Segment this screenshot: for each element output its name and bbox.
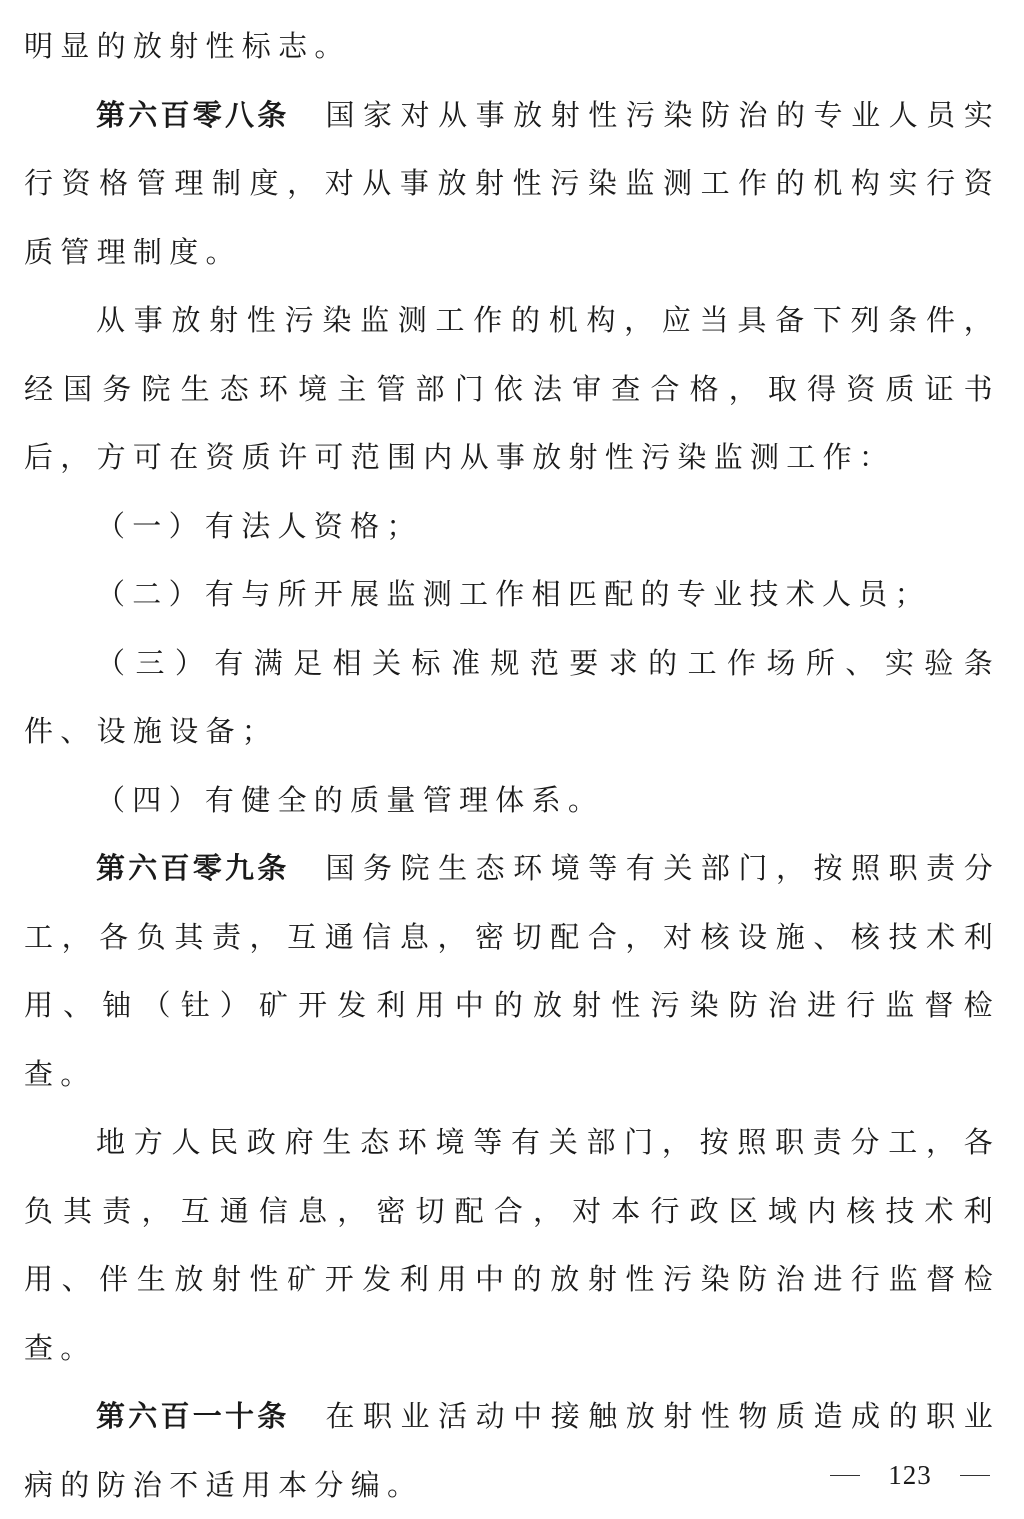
article-609-title: 第六百零九条 [96,851,290,885]
list-item-4: （四）有健全的质量管理体系。 [96,782,605,817]
article-608-title: 第六百零八条 [96,97,290,132]
article-610-text: 在职业活动中接触放射性物质造成的职业病的防治不适用本分编。 [24,1399,1000,1502]
paragraph-monitoring-conditions: 从事放射性污染监测工作的机构，应当具备下列条件，经国务院生态环境主管部门依法审查合格，取得资质证书后，方可在资质许可范围内从事放射性污染监测工作： [24,303,1000,474]
page-footer [830,1455,990,1495]
footer-right-dash [960,1475,990,1476]
paragraph-local-government: 地方人民政府生态环境等有关部门，按照职责分工，各负其责，互通信息，密切配合，对本行政区域内核技术利用、伴生放射性矿开发利用中的放射性污染防治进行监督检查。 [24,1125,1000,1365]
list-item-3: （三）有满足相关标准规范要求的工作场所、实验条件、设施设备； [24,645,1000,748]
article-609 [24,834,1000,1108]
footer-left-dash [830,1475,860,1476]
page-number: 123 [888,1459,932,1490]
article-608-text: 国家对从事放射性污染防治的专业人员实行资格管理制度，对从事放射性污染监测工作的机构实行资质管理制度。 [24,97,1000,269]
article-610-title: 第六百一十条 [96,1399,290,1433]
article-608 [24,81,1000,287]
document-page [24,12,1000,1519]
article-610 [24,1382,1000,1519]
list-item-1: （一）有法人资格； [96,508,423,543]
list-item-2: （二）有与所开展监测工作相匹配的专业技术人员； [96,577,931,611]
paragraph-continuation: 明显的放射性标志。 [24,29,351,63]
article-609-text: 国务院生态环境等有关部门，按照职责分工，各负其责，互通信息，密切配合，对核设施、核技术利用、铀（钍）矿开发利用中的放射性污染防治进行监督检查。 [24,851,1000,1091]
